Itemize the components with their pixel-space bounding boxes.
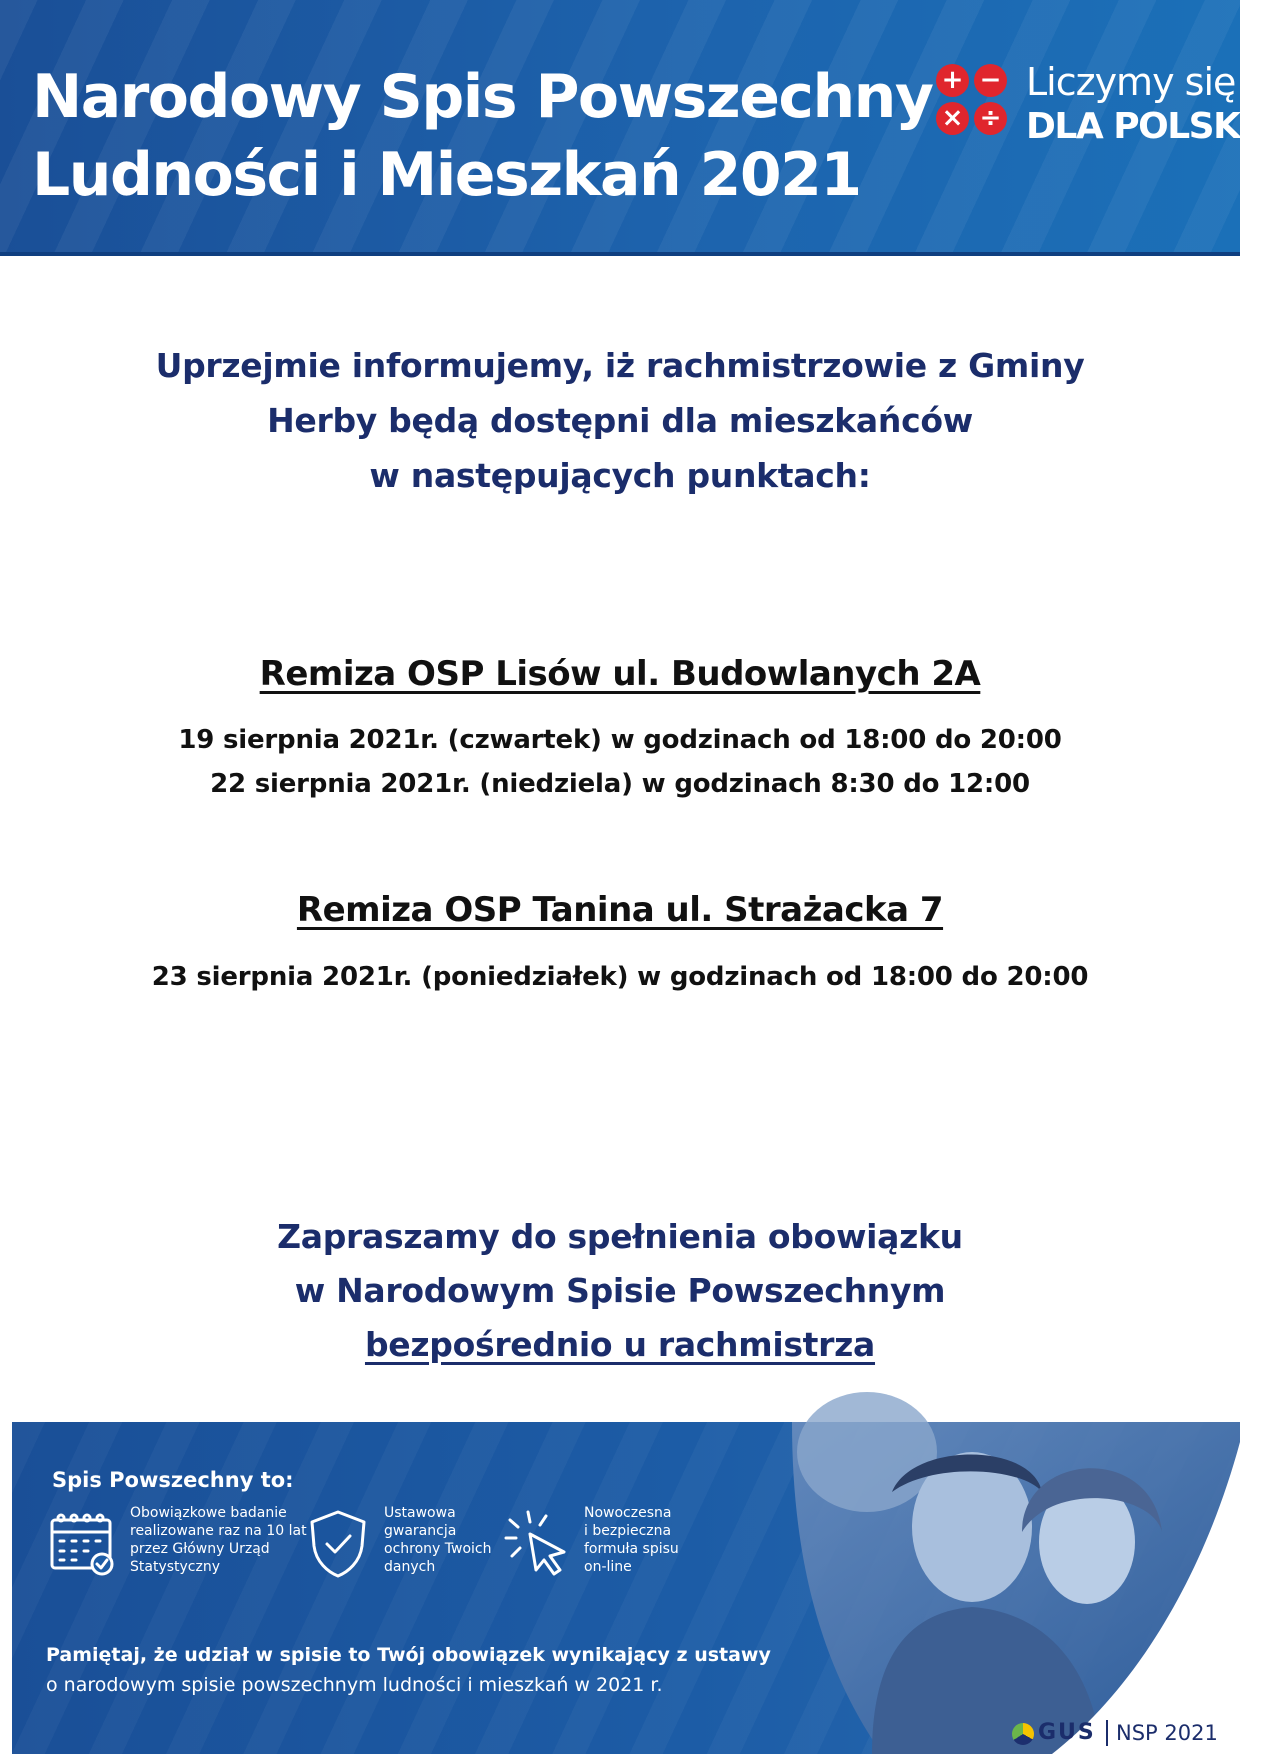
intro-text (0, 338, 1240, 503)
feature-data-protection (302, 1504, 502, 1584)
banner-title (32, 58, 933, 214)
logo-divider (1106, 1720, 1108, 1746)
invite-line1: Zapraszamy do spełnienia obowiązku (277, 1217, 963, 1256)
feature-line: przez Główny Urząd (130, 1541, 270, 1557)
feature-mandatory-text (130, 1504, 307, 1576)
plus-icon: + (936, 64, 969, 97)
feature-line: on-line (584, 1559, 632, 1575)
feature-data-protection-text (384, 1504, 491, 1576)
intro-line1: Uprzejmie informujemy, iż rachmistrzowie z Gminy (155, 346, 1085, 385)
feature-line: i bezpieczna (584, 1523, 672, 1539)
feature-online (502, 1504, 712, 1584)
feature-line: formuła spisu (584, 1541, 679, 1557)
reminder-text (46, 1640, 771, 1700)
top-banner (0, 0, 1266, 256)
hours-line: 22 sierpnia 2021r. (niedziela) w godzinach 8:30 do 12:00 (210, 769, 1030, 799)
slogan-line2: DLA POLSKI! (1026, 106, 1266, 147)
hours-line: 23 sierpnia 2021r. (poniedziałek) w godzinach od 18:00 do 20:00 (151, 962, 1089, 992)
feature-line: Statystyczny (130, 1559, 221, 1575)
nsp-logo-text: NSP 2021 (1116, 1721, 1218, 1745)
slogan-line1: Liczymy się (1026, 60, 1236, 104)
intro-line2: Herby będą dostępni dla mieszkańców (267, 401, 973, 440)
feature-line: ochrony Twoich (384, 1541, 492, 1557)
divide-icon: ÷ (974, 102, 1007, 135)
bottom-banner (12, 1422, 1240, 1754)
feature-line: danych (384, 1559, 436, 1575)
invite-line3: bezpośrednio u rachmistrza (364, 1325, 876, 1364)
shield-check-icon (302, 1508, 374, 1580)
location-hours-tanina (0, 955, 1240, 999)
gus-logo-icon (1012, 1723, 1034, 1745)
multiply-icon: × (936, 102, 969, 135)
feature-line: gwarancja (384, 1523, 457, 1539)
feature-mandatory (48, 1504, 308, 1584)
feature-line: Nowoczesna (584, 1505, 672, 1521)
feature-line: Ustawowa (384, 1505, 456, 1521)
feature-line: Obowiązkowe badanie (130, 1505, 287, 1521)
banner-title-line2: Ludności i Mieszkań 2021 (32, 140, 861, 210)
footer-heading: Spis Powszechny to: (52, 1468, 294, 1492)
location-title-tanina: Remiza OSP Tanina ul. Strażacka 7 (296, 890, 944, 930)
gus-logo-text: GUS (1038, 1720, 1096, 1745)
calendar-icon (48, 1508, 120, 1580)
minus-icon: − (974, 64, 1007, 97)
hours-line: 19 sierpnia 2021r. (czwartek) w godzinach od 18:00 do 20:00 (178, 725, 1062, 755)
banner-title-line1: Narodowy Spis Powszechny (32, 62, 933, 132)
campaign-logo (936, 60, 1266, 150)
gus-nsp-logo (1012, 1720, 1232, 1746)
invitation-text (0, 1210, 1240, 1372)
cursor-click-icon (502, 1508, 574, 1580)
location-title-lisow: Remiza OSP Lisów ul. Budowlanych 2A (259, 654, 981, 694)
intro-line3: w następujących punktach: (369, 456, 871, 495)
location-hours-lisow (0, 718, 1240, 806)
feature-line: realizowane raz na 10 lat (130, 1523, 307, 1539)
reminder-line1: Pamiętaj, że udział w spisie to Twój obowiązek wynikający z ustawy (46, 1644, 771, 1666)
reminder-line2: o narodowym spisie powszechnym ludności i mieszkań w 2021 r. (46, 1674, 663, 1696)
feature-online-text (584, 1504, 679, 1576)
math-symbols-icon (936, 64, 1010, 138)
invite-line2: w Narodowym Spisie Powszechnym (294, 1271, 946, 1310)
